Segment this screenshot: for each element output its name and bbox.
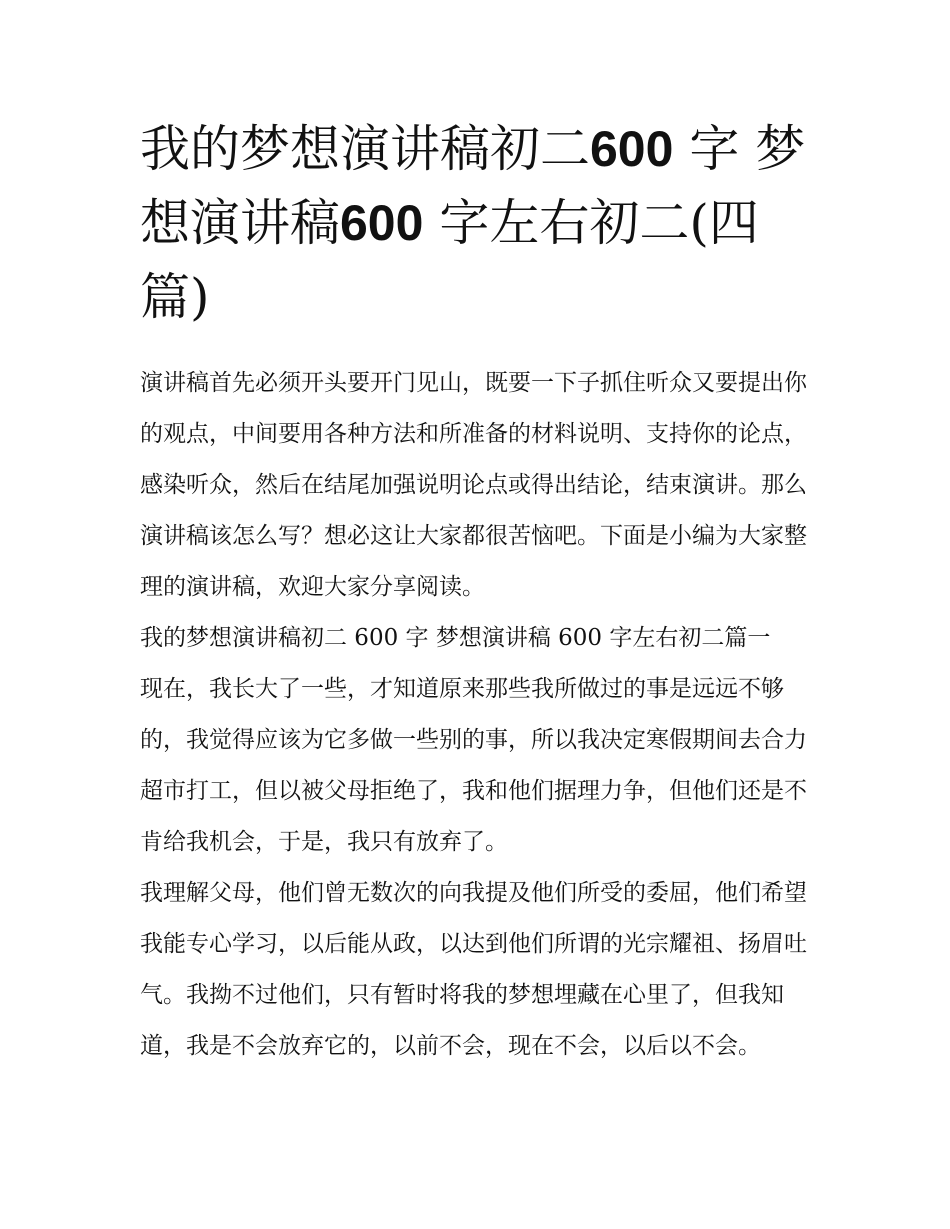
title-number: 600 [590, 121, 674, 177]
title-part: 字左右初二(四篇) [140, 194, 759, 326]
title-part: 我的梦想演讲稿初二 [140, 120, 590, 178]
section-heading: 我的梦想演讲稿初二 600 字 梦想演讲稿 600 字左右初二篇一 [140, 625, 771, 651]
document-title [140, 112, 812, 334]
body-paragraph: 我理解父母，他们曾无数次的向我提及他们所受的委屈，他们希望我能专心学习，以后能从政，以达到他们所谓的光宗耀祖、扬眉吐气。我拗不过他们，只有暂时将我的梦想埋藏在心里了，但我知道，我是不会放弃它的，以前不会，现在不会，以后以不会。 [140, 880, 807, 1059]
title-number: 600 [340, 195, 424, 251]
intro-paragraph: 演讲稿首先必须开头要开门见山，既要一下子抓住听众又要提出你的观点，中间要用各种方法和所准备的材料说明、支持你的论点，感染听众，然后在结尾加强说明论点或得出结论，结束演讲。那么演讲稿该怎么写？想必这让大家都很苦恼吧。下面是小编为大家整理的演讲稿，欢迎大家分享阅读。 [140, 370, 807, 600]
title-part: 字 梦想演讲稿 [140, 120, 806, 252]
body-paragraph: 现在，我长大了一些，才知道原来那些我所做过的事是远远不够的，我觉得应该为它多做一些别的事，所以我决定寒假期间去合力超市打工，但以被父母拒绝了，我和他们据理力争，但他们还是不肯给我机会，于是，我只有放弃了。 [140, 676, 807, 855]
document-page [140, 112, 812, 1072]
